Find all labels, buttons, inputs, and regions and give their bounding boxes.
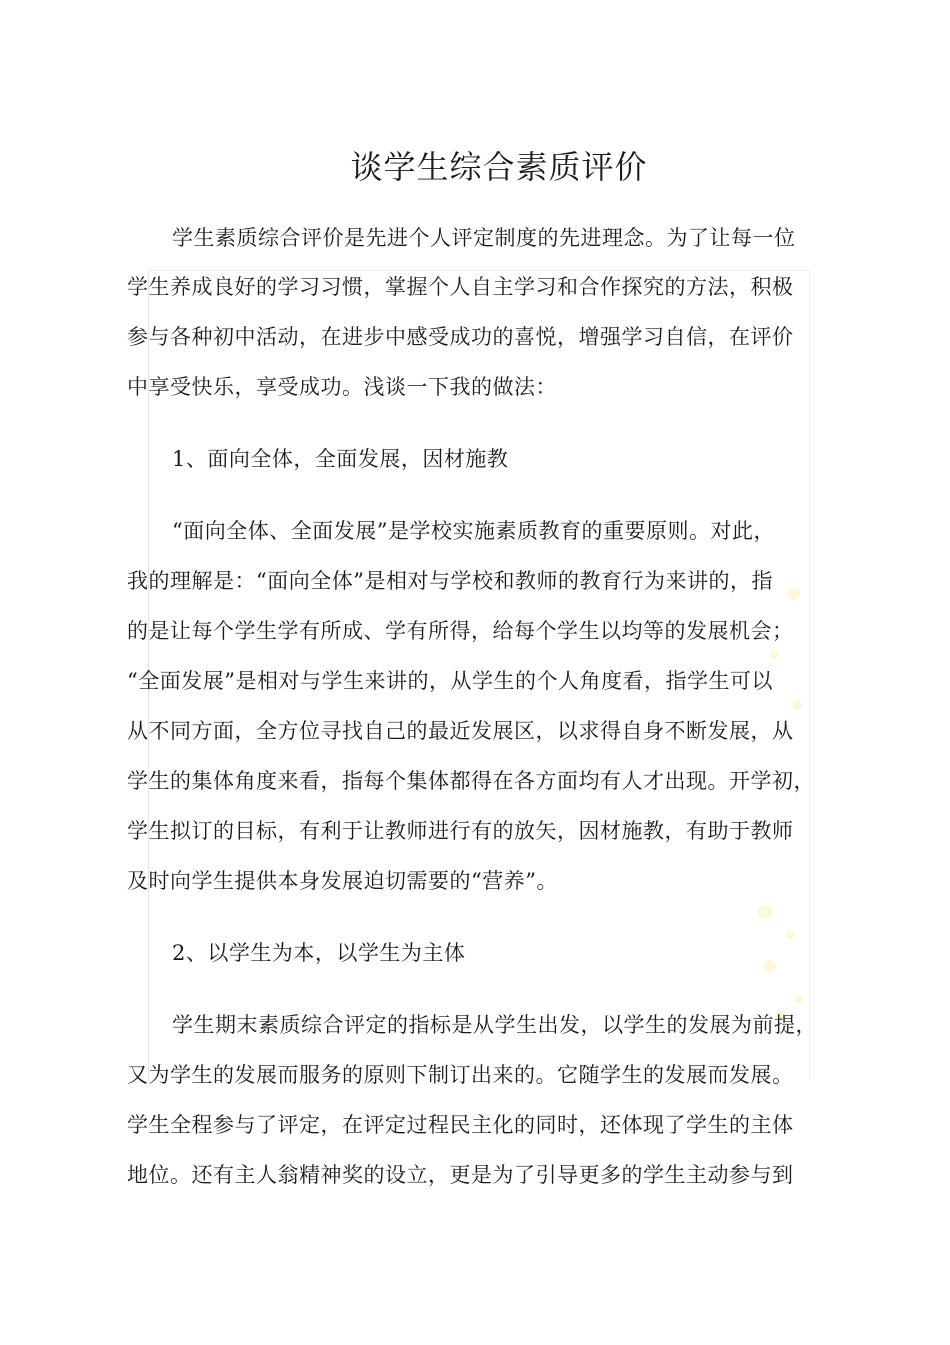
text-line: 又为学生的发展而服务的原则下制订出来的。它随学生的发展而发展。 [127,1063,794,1087]
background-speck [795,995,803,1003]
document-title: 谈学生综合素质评价 [350,148,648,186]
background-speck [786,930,795,939]
text-line: 中享受快乐，享受成功。浅谈一下我的做法： [127,375,557,399]
background-speck [792,700,802,710]
text-line: “面向全体、全面发展”是学校实施素质教育的重要原则。对此， [172,519,775,543]
text-line: 学生的集体角度来看，指每个集体都得在各方面均有人才出现。开学初， [127,769,815,793]
text-line: 参与各种初中活动，在进步中感受成功的喜悦，增强学习自信，在评价 [127,325,794,349]
text-line: 学生全程参与了评定，在评定过程民主化的同时，还体现了学生的主体 [127,1113,794,1137]
text-line: 学生素质综合评价是先进个人评定制度的先进理念。为了让每一位 [172,226,796,250]
background-speck [770,650,779,659]
text-line: 我的理解是：“面向全体”是相对与学校和教师的教育行为来讲的，指 [127,569,773,593]
background-speck [788,588,800,600]
text-line: 学生拟订的目标，有利于让教师进行有的放矢，因材施教，有助于教师 [127,819,794,843]
text-line: 地位。还有主人翁精神奖的设立，更是为了引导更多的学生主动参与到 [127,1163,794,1187]
section-heading: 1、面向全体，全面发展，因材施教 [172,447,509,471]
text-line: 及时向学生提供本身发展迫切需要的“营养”。 [127,869,558,893]
text-line: 的是让每个学生学有所成、学有所得，给每个学生以均等的发展机会； [127,619,794,643]
text-line: 学生期末素质综合评定的指标是从学生出发，以学生的发展为前提， [172,1013,817,1037]
text-line: 学生养成良好的学习习惯，掌握个人自主学习和合作探究的方法，积极 [127,275,794,299]
background-speck [758,905,772,919]
text-line: 从不同方面，全方位寻找自己的最近发展区，以求得自身不断发展，从 [127,719,794,743]
text-line: “全面发展”是相对与学生来讲的，从学生的个人角度看，指学生可以 [127,669,773,693]
background-speck [764,960,776,972]
section-heading: 2、以学生为本，以学生为主体 [172,941,466,965]
